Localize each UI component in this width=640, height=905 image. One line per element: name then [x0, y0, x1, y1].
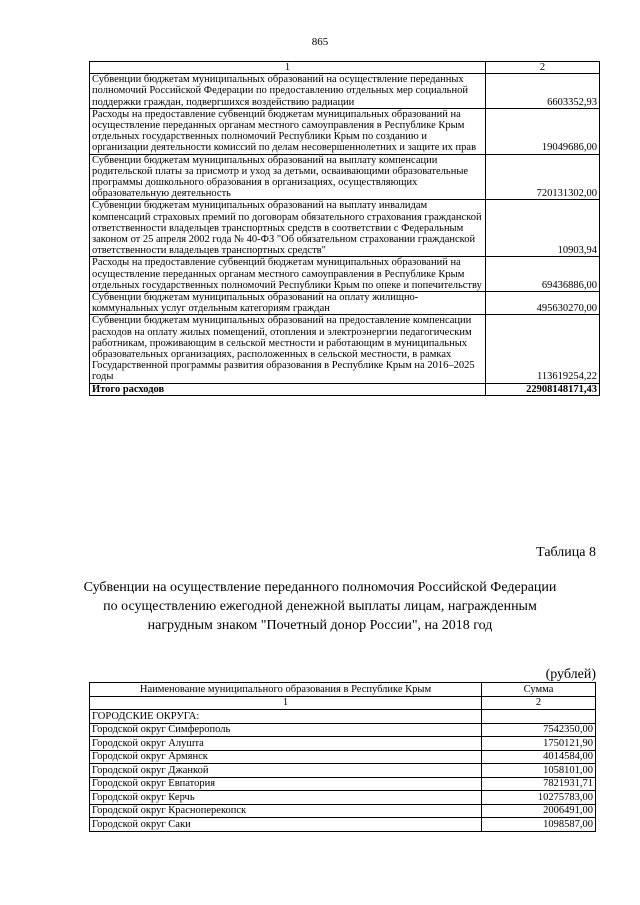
municipality-sum: 2006491,00	[482, 804, 596, 818]
header-sum: Сумма	[482, 683, 596, 697]
expenses-table	[89, 61, 600, 396]
table-row	[90, 818, 596, 832]
municipality-sum: 7542350,00	[482, 723, 596, 737]
table-row	[90, 791, 596, 805]
section-row	[90, 710, 596, 724]
expense-value: 19049686,00	[486, 108, 600, 154]
expense-name: Расходы на предоставление субвенций бюджетам муниципальных образований на осуществление переданных органам местного самоуправления в Республике Крым отдельных государственных полномочий Республики Крым по созданию и организации деятельности комиссий по делам несовершеннолетних и защите их прав	[90, 108, 486, 154]
table-row	[90, 154, 600, 200]
total-value: 22908148171,43	[486, 383, 600, 395]
total-label: Итого расходов	[90, 383, 486, 395]
empty-cell	[482, 710, 596, 724]
municipality-name: Городской округ Алушта	[90, 737, 482, 751]
donor-subvention-table	[89, 682, 596, 832]
table-row	[90, 764, 596, 778]
expense-value: 495630270,00	[486, 292, 600, 315]
municipality-name: Городской округ Евпатория	[90, 777, 482, 791]
total-row	[90, 383, 600, 395]
expense-value: 10903,94	[486, 200, 600, 257]
table-row	[90, 200, 600, 257]
expense-value: 113619254,22	[486, 315, 600, 383]
table-8-title: Субвенции на осуществление переданного полномочия Российской Федерации по осуществлению ежегодной денежной выплаты лицам, награжденным нагрудным знаком "Почетный донор России", на 2018 год	[83, 580, 557, 633]
table-row	[90, 737, 596, 751]
municipality-name: Городской округ Керчь	[90, 791, 482, 805]
table-header-row	[90, 62, 600, 74]
expense-value: 69436886,00	[486, 257, 600, 292]
municipality-sum: 7821931,71	[482, 777, 596, 791]
table-row	[90, 750, 596, 764]
expense-value: 6603352,93	[486, 74, 600, 109]
municipality-sum: 10275783,00	[482, 791, 596, 805]
municipality-name: Городской округ Армянск	[90, 750, 482, 764]
table-row	[90, 108, 600, 154]
expense-name: Субвенции бюджетам муниципальных образований на осуществление переданных полномочий Российской Федерации по предоставлению отдельных мер социальной поддержки граждан, подвергшихся воздействию радиации	[90, 74, 486, 109]
table-row	[90, 74, 600, 109]
expense-value: 720131302,00	[486, 154, 600, 200]
municipality-name: Городской округ Симферополь	[90, 723, 482, 737]
header-name: Наименование муниципального образования в Республике Крым	[90, 683, 482, 697]
column-number-2: 2	[486, 62, 600, 74]
column-number-1: 1	[90, 62, 486, 74]
section-label: ГОРОДСКИЕ ОКРУГА:	[90, 710, 482, 724]
table-row	[90, 292, 600, 315]
column-number-1: 1	[90, 696, 482, 710]
municipality-sum: 1750121,90	[482, 737, 596, 751]
expense-name: Субвенции бюджетам муниципальных образований на оплату жилищно-коммунальных услуг отдельным категориям граждан	[90, 292, 486, 315]
table-row	[90, 315, 600, 383]
table-header-row	[90, 683, 596, 697]
municipality-name: Городской округ Джанкой	[90, 764, 482, 778]
expense-name: Субвенции бюджетам муниципальных образований на предоставление компенсации расходов на оплату жилых помещений, отопления и электроэнергии педагогическим работникам, проживающим в сельской местности и работающим в муниципальных образовательных организациях, расположенных в сельской местности, в рамках Государственной программы развития образования в Республике Крым на 2016–2025 годы	[90, 315, 486, 383]
table-row	[90, 257, 600, 292]
expense-name: Расходы на предоставление субвенций бюджетам муниципальных образований на осуществление переданных органам местного самоуправления в Республике Крым отдельных государственных полномочий Республики Крым по опеке и попечительству	[90, 257, 486, 292]
table-row	[90, 723, 596, 737]
table-row	[90, 777, 596, 791]
municipality-sum: 4014584,00	[482, 750, 596, 764]
column-number-2: 2	[482, 696, 596, 710]
column-numbers-row	[90, 696, 596, 710]
expense-name: Субвенции бюджетам муниципальных образований на выплату инвалидам компенсаций страховых премий по договорам обязательного страхования гражданской ответственности владельцев транспортных средств в соответствии с Федеральным законом от 25 апреля 2002 года № 40-ФЗ "Об обязательном страховании гражданской ответственности владельцев транспортных средств"	[90, 200, 486, 257]
table-8-label: Таблица 8	[536, 545, 596, 560]
unit-label: (рублей)	[545, 667, 596, 682]
municipality-name: Городской округ Саки	[90, 818, 482, 832]
municipality-name: Городской округ Красноперекопск	[90, 804, 482, 818]
municipality-sum: 1098587,00	[482, 818, 596, 832]
municipality-sum: 1058101,00	[482, 764, 596, 778]
page-number: 865	[311, 36, 329, 48]
table-row	[90, 804, 596, 818]
expense-name: Субвенции бюджетам муниципальных образований на выплату компенсации родительской платы за присмотр и уход за детьми, осваивающими образовательные программы дошкольного образования в организациях, осуществляющих образовательную деятельность	[90, 154, 486, 200]
